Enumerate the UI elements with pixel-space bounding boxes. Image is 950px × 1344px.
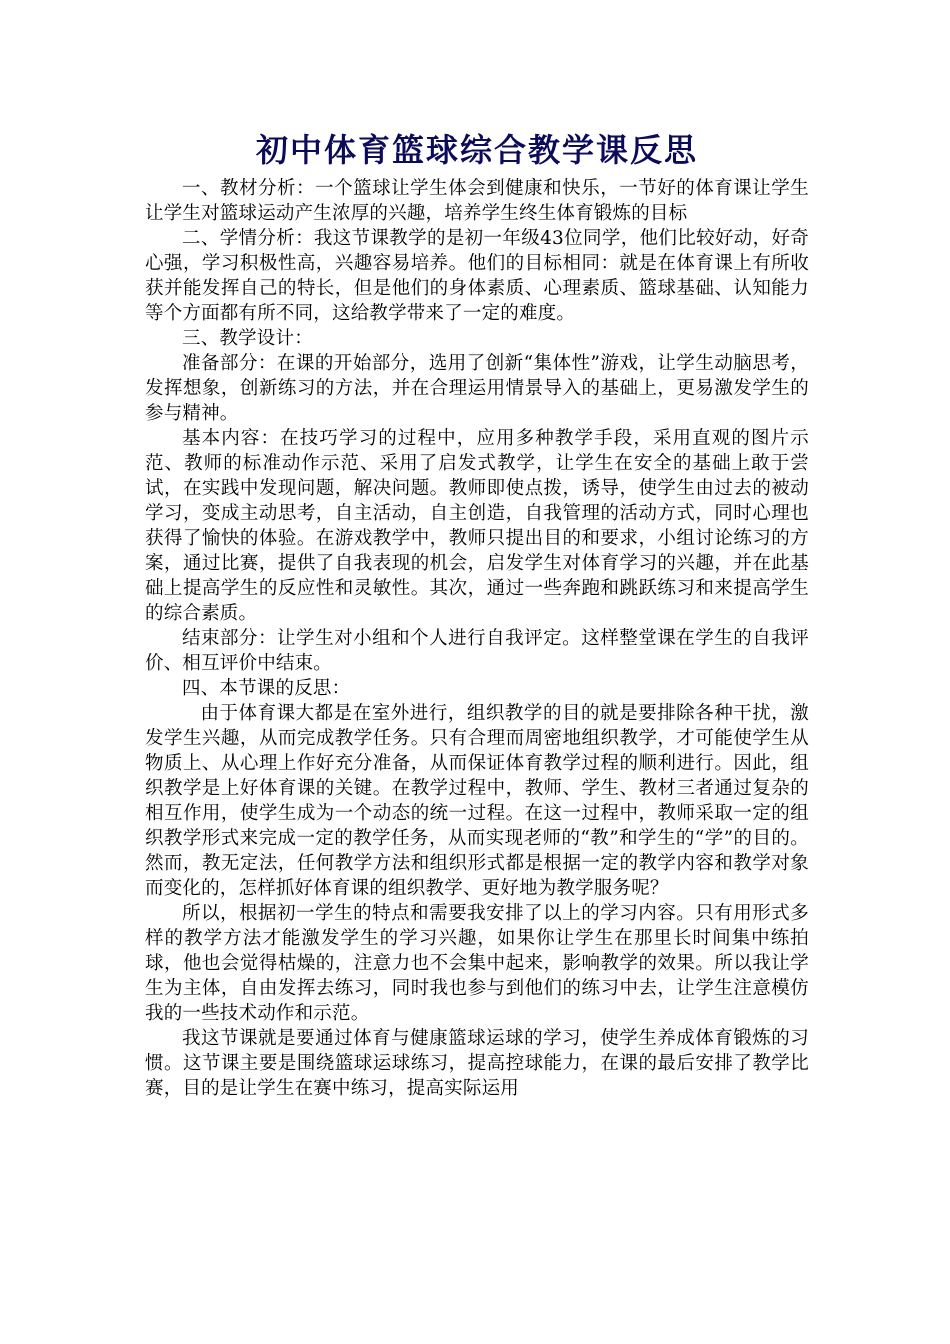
paragraph-material-analysis: 一、教材分析：一个篮球让学生体会到健康和快乐，一节好的体育课让学生让学生对篮球运动产生浓厚的兴趣，培养学生终生体育锻炼的目标 bbox=[145, 178, 809, 224]
paragraph-reflection-methods: 所以，根据初一学生的特点和需要我安排了以上的学习内容。只有用形式多样的教学方法才能激发学生的学习兴趣，如果你让学生在那里长时间集中练拍球，他也会觉得枯燥的，注意力也不会集中起来，影响教学的效果。所以我让学生为主体，自由发挥去练习，同时我也参与到他们的练习中去，让学生注意模仿我的一些技术动作和示范。 bbox=[145, 903, 809, 1024]
document-page bbox=[145, 128, 809, 1101]
heading-reflection: 四、本节课的反思： bbox=[182, 678, 351, 699]
heading-teaching-design: 三、教学设计： bbox=[182, 328, 313, 349]
paragraph-reflection-goals: 我这节课就是要通过体育与健康篮球运球的学习，使学生养成体育锻炼的习惯。这节课主要是围绕篮球运球练习，提高控球能力，在课的最后安排了教学比赛，目的是让学生在赛中练习，提高实际运用 bbox=[145, 1028, 809, 1099]
paragraph-reflection-organization: 由于体育课大都是在室外进行，组织教学的目的就是要排除各种干扰，激发学生兴趣，从而完成教学任务。只有合理而周密地组织教学，才可能使学生从物质上、从心理上作好充分准备，从而保证体育教学过程的顺利进行。因此，组织教学是上好体育课的关键。在教学过程中，教师、学生、教材三者通过复杂的相互作用，使学生成为一个动态的统一过程。在这一过程中，教师采取一定的组织教学形式来完成一定的教学任务，从而实现老师的“教”和学生的“学”的目的。然而，教无定法，任何教学方法和组织形式都是根据一定的教学内容和教学对象而变化的，怎样抓好体育课的组织教学、更好地为教学服务呢？ bbox=[145, 703, 809, 899]
paragraph-basic-content: 基本内容：在技巧学习的过程中，应用多种教学手段，采用直观的图片示范、教师的标准动作示范、采用了启发式教学，让学生在安全的基础上敢于尝试，在实践中发现问题，解决问题。教师即使点拨，诱导，使学生由过去的被动学习，变成主动思考，自主活动，自主创造，自我管理的活动方式，同时心理也获得了愉快的体验。在游戏教学中，教师只提出目的和要求，小组讨论练习的方案，通过比赛，提供了自我表现的机会，启发学生对体育学习的兴趣，并在此基础上提高学生的反应性和灵敏性。其次，通过一些奔跑和跳跃练习和来提高学生的综合素质。 bbox=[145, 428, 809, 624]
paragraph-preparation: 准备部分：在课的开始部分，选用了创新“集体性”游戏，让学生动脑思考，发挥想象，创新练习的方法，并在合理运用情景导入的基础上，更易激发学生的参与精神。 bbox=[145, 353, 809, 424]
document-title: 初中体育篮球综合教学课反思 bbox=[255, 131, 698, 169]
paragraph-student-analysis: 二、学情分析：我这节课教学的是初一年级43位同学，他们比较好动，好奇心强，学习积极性高，兴趣容易培养。他们的目标相同：就是在体育课上有所收获并能发挥自己的特长，但是他们的身体素质、心理素质、篮球基础、认知能力等个方面都有所不同，这给教学带来了一定的难度。 bbox=[145, 228, 809, 324]
paragraph-ending: 结束部分：让学生对小组和个人进行自我评定。这样整堂课在学生的自我评价、相互评价中结束。 bbox=[145, 628, 809, 674]
